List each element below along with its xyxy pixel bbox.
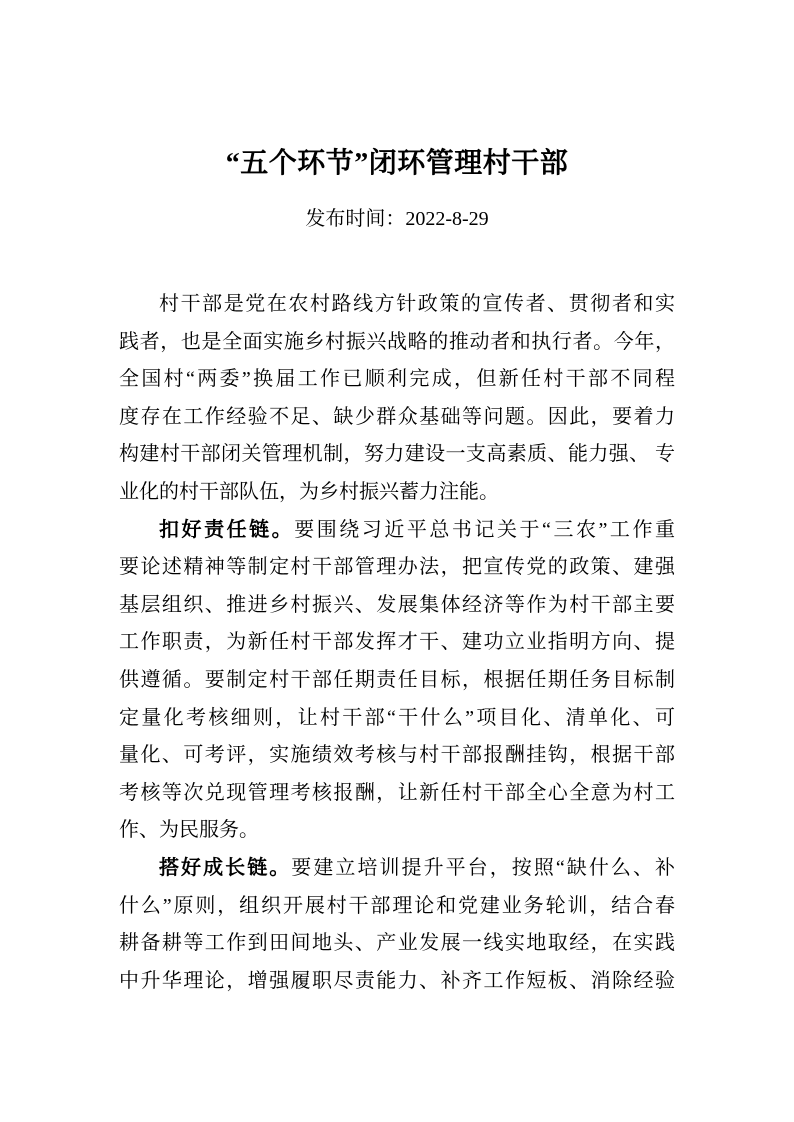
text-run: 什么”原则，组织开展村干部理论和党建业务轮训，结合春 xyxy=(119,894,675,917)
text-line xyxy=(119,925,675,963)
text-run: 构建村干部闭关管理机制，努力建设一支高素质、能力强、 专 xyxy=(119,443,675,466)
publish-date: 发布时间：2022-8-29 xyxy=(305,208,489,230)
text-line xyxy=(119,888,675,926)
text-run: 全国村“两委”换届工作已顺利完成，但新任村干部不同程 xyxy=(119,368,675,391)
text-run: 业化的村干部队伍，为乡村振兴蓄力注能。 xyxy=(119,480,499,503)
text-line xyxy=(119,737,675,775)
text-line xyxy=(119,812,675,850)
document-title: “五个环节”闭环管理村干部 xyxy=(225,148,569,179)
text-line xyxy=(119,700,675,738)
paragraph-lead: 扣好责任链。 xyxy=(159,518,295,541)
text-run: 工作职责，为新任村干部发挥才干、建功立业指明方向、提 xyxy=(119,631,675,654)
text-line xyxy=(119,361,675,399)
text-line xyxy=(119,286,675,324)
text-line xyxy=(119,512,675,550)
text-run: 村干部是党在农村路线方针政策的宣传者、贯彻者和实 xyxy=(159,293,675,315)
text-line xyxy=(119,624,675,662)
text-run: 考核等次兑现管理考核报酬，让新任村干部全心全意为村工 xyxy=(119,781,675,804)
text-line xyxy=(119,436,675,474)
text-run: 践者，也是全面实施乡村振兴战略的推动者和执行者。今年， xyxy=(119,330,675,353)
paragraph xyxy=(119,850,675,1000)
text-line xyxy=(119,963,675,1001)
text-run: 耕备耕等工作到田间地头、产业发展一线实地取经，在实践 xyxy=(119,932,675,955)
text-line xyxy=(119,474,675,512)
text-line xyxy=(119,775,675,813)
document-content xyxy=(0,144,794,1000)
text-line xyxy=(119,662,675,700)
paragraph xyxy=(119,512,675,850)
text-run: 量化、可考评，实施绩效考核与村干部报酬挂钩，根据干部 xyxy=(119,744,675,767)
paragraph-lead: 搭好成长链。 xyxy=(159,856,292,879)
text-line xyxy=(119,587,675,625)
text-run: 要围绕习近平总书记关于“三农”工作重 xyxy=(294,518,675,541)
paragraph xyxy=(119,286,675,512)
text-run: 基层组织、推进乡村振兴、发展集体经济等作为村干部主要 xyxy=(119,593,675,616)
text-line xyxy=(119,850,675,888)
text-line xyxy=(119,549,675,587)
text-run: 供遵循。要制定村干部任期责任目标，根据任期任务目标制 xyxy=(119,668,675,691)
document-body xyxy=(119,286,675,1000)
text-run: 要建立培训提升平台，按照“缺什么、补 xyxy=(291,856,675,879)
text-run: 度存在工作经验不足、缺少群众基础等问题。因此，要着力 xyxy=(119,405,675,428)
text-run: 定量化考核细则，让村干部“干什么”项目化、清单化、可 xyxy=(119,706,675,729)
text-run: 作、为民服务。 xyxy=(119,819,259,842)
text-line xyxy=(119,399,675,437)
text-run: 要论述精神等制定村干部管理办法，把宣传党的政策、建强 xyxy=(119,556,675,579)
text-line xyxy=(119,324,675,362)
text-run: 中升华理论，增强履职尽责能力、补齐工作短板、消除经验 xyxy=(119,969,675,992)
